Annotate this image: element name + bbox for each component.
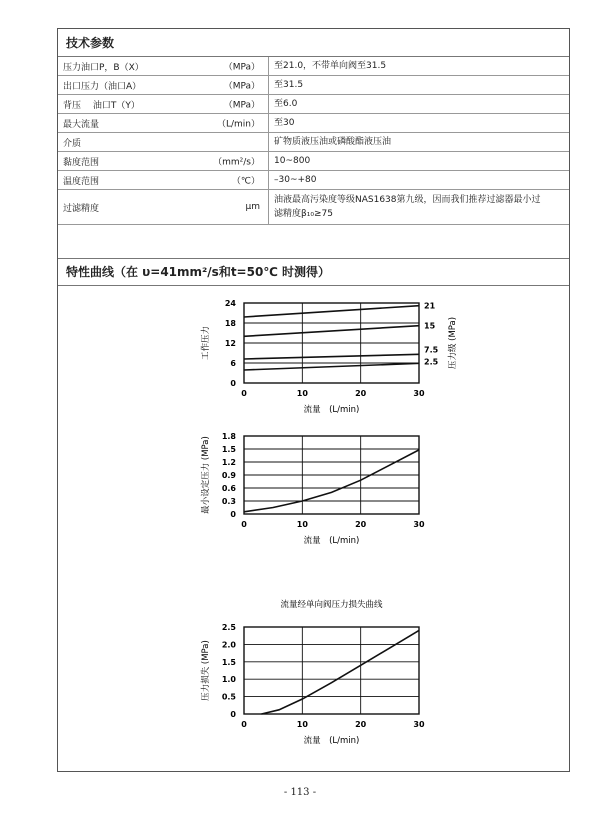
y-tick-label: 0.9 [221, 471, 236, 480]
x-axis-label: 流量 (L/min) [303, 736, 360, 746]
series-line [244, 354, 419, 359]
y-tick-label: 0 [230, 710, 236, 719]
x-tick-label: 30 [413, 720, 425, 729]
x-tick-label: 30 [413, 389, 425, 398]
x-tick-label: 0 [241, 720, 247, 729]
y-axis-label-right: 压力级 (MPa) [448, 316, 458, 370]
y-tick-label: 2.0 [221, 640, 236, 650]
y-tick-label: 1.5 [221, 657, 236, 667]
x-tick-label: 0 [241, 520, 247, 529]
series-label: 7.5 [424, 345, 439, 355]
series-line [244, 326, 419, 337]
param-unit: （mm²/s） [213, 157, 260, 168]
curve-header: 特性曲线（在 υ=41mm²/s和t=50℃ 时测得） [58, 258, 569, 286]
y-tick-label: 1.0 [221, 675, 236, 685]
param-value: 至31.5 [269, 76, 570, 95]
param-value: 矿物质液压油或磷酸酯液压油 [269, 133, 570, 152]
y-tick-label: 0 [230, 379, 236, 388]
series-line [244, 363, 419, 370]
y-tick-label: 0 [230, 510, 236, 519]
param-unit: （MPa） [223, 100, 260, 111]
series-label: 2.5 [424, 357, 439, 367]
param-unit: （MPa） [223, 62, 260, 73]
x-tick-label: 20 [355, 389, 367, 398]
param-value: 10~800 [269, 152, 570, 171]
param-value-line2: 滤精度β₁₀≥75 [274, 209, 333, 219]
y-axis-label: 压力损失 (MPa) [201, 640, 211, 701]
chart-frame [244, 627, 419, 714]
y-tick-label: 1.2 [221, 458, 236, 467]
param-value-line1: 油液最高污染度等级NAS1638第九级，因而我们推荐过滤器最小过 [274, 195, 541, 205]
param-name: 过滤精度 [63, 203, 100, 214]
series-line [244, 450, 419, 512]
series-line [244, 306, 419, 317]
x-tick-label: 20 [355, 720, 367, 729]
y-tick-label: 24 [224, 299, 236, 308]
y-tick-label: 1.8 [221, 432, 236, 441]
page-number: - 113 - [283, 787, 317, 798]
param-name: 出口压力（油口A） [63, 81, 142, 92]
y-axis-label: 最小设定压力 (MPa) [201, 436, 211, 514]
series-line [262, 630, 420, 714]
param-value: 至21.0，不带单向阀至31.5 [269, 57, 570, 76]
x-tick-label: 20 [355, 520, 367, 529]
x-axis-label: 流量 (L/min) [303, 536, 360, 546]
tech-params-header: 技术参数 [58, 29, 569, 57]
param-unit: （℃） [231, 176, 260, 187]
param-name: 最大流量 [63, 119, 100, 130]
chart-title: 流量经单向阀压力损失曲线 [280, 600, 383, 610]
y-tick-label: 0.3 [221, 497, 236, 506]
y-tick-label: 1.5 [221, 445, 236, 454]
x-axis-label: 流量 (L/min) [303, 405, 360, 415]
param-name: 压力油口P，B（X） [63, 62, 144, 73]
series-label: 15 [424, 321, 436, 331]
y-tick-label: 18 [224, 319, 236, 328]
y-tick-label: 2.5 [221, 623, 236, 632]
param-name: 背压 油口T（Y） [63, 100, 140, 111]
y-tick-label: 0.5 [221, 692, 236, 702]
param-value: 至6.0 [269, 95, 570, 114]
x-tick-label: 30 [413, 520, 425, 529]
param-name: 黏度范围 [63, 157, 100, 168]
param-unit: （MPa） [223, 81, 260, 92]
x-tick-label: 0 [241, 389, 247, 398]
param-name: 温度范围 [63, 176, 100, 187]
series-label: 21 [424, 301, 436, 311]
y-tick-label: 0.6 [221, 484, 236, 493]
param-value: –30~+80 [269, 171, 570, 190]
x-tick-label: 10 [296, 720, 308, 729]
y-tick-label: 6 [230, 359, 236, 368]
param-name: 介质 [63, 138, 82, 149]
x-tick-label: 10 [296, 520, 308, 529]
param-unit: μm [245, 202, 260, 212]
param-value: 至30 [269, 114, 570, 133]
x-tick-label: 10 [296, 389, 308, 398]
y-tick-label: 12 [224, 339, 236, 348]
y-axis-label: 工作压力 [201, 325, 211, 361]
param-unit: （L/min） [216, 119, 260, 130]
